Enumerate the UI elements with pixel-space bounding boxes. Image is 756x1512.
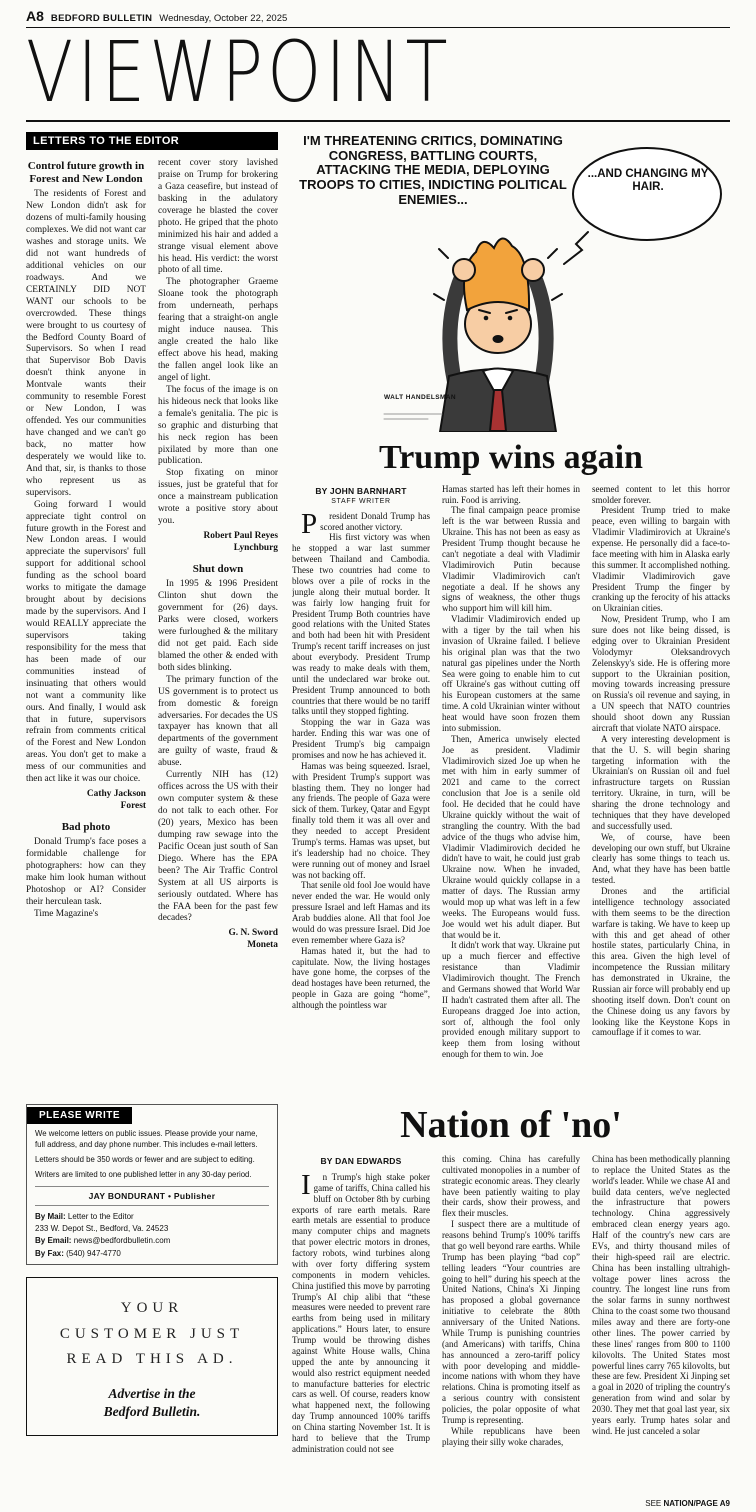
article-paragraph: That senile old fool Joe would have never ended the war. He would only pressure Israel and left Hamas and its Arab buddies alone. All that fool Joe would do was pressure Israel. Did Joe even remember where Gaza is? (292, 880, 430, 945)
letter-paragraph: The residents of Forest and New London didn't ask for dozens of multi-family housing complexes. We did not want car washes and storage units. We did not want hundreds of additional vehicles on our roadways. And we CERTAINLY DID NOT WANT our schools to be overcrowded. These things were brought to us courtesy of the Bedford County Board of Supervisors. So when I read that Supervisor Bob Davis doesn't think anyone in Montvale wants their community to resemble Forest or New London, I was offended. Yes our communities have changed and we can't go back, no matter how desperately we would like to. And that, sir, is thanks to those who represent us as supervisors. (26, 189, 146, 498)
letter-title: Bad photo (61, 820, 111, 833)
please-write-box (26, 1104, 278, 1265)
signature-place: Forest (120, 800, 146, 811)
article2-column-1 (292, 1154, 430, 1508)
ad-cta-line: Bedford Bulletin. (103, 1403, 201, 1419)
letters-columns (26, 158, 278, 1056)
article-paragraph: A very interesting development is that the U. S. will begin sharing targeting information with the Ukrainian's on Russian oil and fuel infrastructure targets on Russian territory. Ukraine, in turn, will be sharing the drone technology and techniques that they have developed and successfully used. (592, 733, 730, 831)
please-write-paragraph: We welcome letters on public issues. Please provide your name, full address, and day phone number. This includes e-mail letters. (35, 1129, 258, 1149)
publisher-line: JAY BONDURANT • Publisher (35, 1186, 269, 1206)
paper-name: BEDFORD BULLETIN (50, 13, 153, 24)
letter-paragraph: The photographer Graeme Sloane took the photograph from underneath, perhaps fearing that a straight-on angle might induce nausea. This angle created the halo like effect above his head, making the fallen angel look like an angel of light. (158, 277, 278, 383)
editorial-column (292, 132, 730, 1094)
letters-column-2 (158, 158, 278, 1056)
contact-value: Letter to the Editor (67, 1211, 134, 1221)
letters-section (26, 132, 278, 1094)
ad-cta (35, 1385, 269, 1421)
letter-paragraph: recent cover story lavished praise on Trump for brokering a Gaza ceasefire, but instead of basking in the adulatory coverage he blasted the cover photo. He griped that the photo minimized his hair and added a strange visual element above his head. His verdict: the worst photo of all time. (158, 158, 278, 276)
article-paragraph: The final campaign peace promise left is the war between Russia and Ukraine. This has not been as easy as President Trump thought because he can't negotiate a deal with Vladimir Vladimirovich Putin because Vladimir Vladimirovich can't negotiate a deal. If he shows any signs of weakness, the other thugs who support him will kill him. (442, 505, 580, 614)
article2-columns (292, 1154, 730, 1508)
letter-title: Control future growth in Forest and New London (27, 160, 145, 185)
contact-mail (35, 1211, 269, 1223)
article-paragraph: seemed content to let this horror smolder forever. (592, 483, 730, 505)
article-paragraph: President Trump tried to make peace, even willing to bargain with Vladimir Vladimirovich at Ukraine's expense. He personally did a face-to-face meeting with him in Alaska early this summer. It accomplished nothing. Vladimir Vladimirovich gave President Trump the finger by cranking up the ferocity of his attacks on Ukrainian cities. (592, 505, 730, 614)
main-content-row (26, 132, 730, 1094)
ad-line: READ THIS AD. (66, 1351, 238, 1368)
letter-signature (158, 531, 278, 555)
contact-label: By Mail: (35, 1211, 66, 1221)
contact-fax (35, 1248, 269, 1260)
letter-title: Shut down (192, 562, 244, 575)
letter-paragraph: Time Magazine's (34, 908, 99, 919)
article2-section (292, 1104, 730, 1508)
please-write-body (27, 1124, 277, 1181)
ad-cta-line: Advertise in the (108, 1385, 196, 1401)
letter-paragraph: Donald Trump's face poses a formidable challenge for photographers: how can they make him look human without Photoshop or AI? Consider their herculean task. (26, 837, 146, 907)
article2-column-2 (442, 1154, 580, 1508)
contact-block (27, 1211, 277, 1261)
article-paragraph: Then, America unwisely elected Joe as president. Vladimir Vladimirovich sized Joe up when he met with him in early summer of 2021 and came to the correct conclusion that Joe is a senile old fool. He decided that he could have Ukraine quickly without the wait of strangling the country. With the bad advice of the thugs who advise him, Vladimir Vladimirovich decided he didn't have to wait, he could just grab Ukraine now. When he invaded, Ukraine would quickly collapse in a matter of days. The Russian army would mop up what was left in a few weeks. The Europeans would fuss. Joe would wet his adult diaper. But that would be it. (442, 733, 580, 940)
article-paragraph: China has been methodically planning to replace the United States as the world's leader. While we chase AI and build data centers, we've neglected the infrastructure that powers technology. China aggressively embraced clean energy years ago. Half of the country's new cars are EVs, and thirty thousand miles of their high-speed rail are electric. China has been installing ultrahigh-voltage power lines across the country. The longest line runs from the solar farms in sunny northwest China to the coast some two thousand miles away and there are forty-one other lines. The power carried by these lines' ranges from 800 to 1100 kilovolts. The United States most powerful lines carry 765 kilovolts, but these are few. President Xi Jinping set a goal in 2020 of tripling the country's generation from wind and solar by 2030. They met that goal last year, six years early. Trump hates solar and wind. He just canceled a solar (592, 1153, 730, 1436)
contact-value: (540) 947-4770 (66, 1248, 121, 1258)
letters-column-1 (26, 158, 146, 1056)
article1-column-1 (292, 484, 430, 1094)
article-paragraph: Vladimir Vladimirovich ended up with a tiger by the tail when his invasion of Ukraine failed. I believe his original plan was that the two natural gas pipelines under the North Sea were going to enable him to cut off Ukraine's gas without cutting off his European customers at the same time. A cold Ukrainian winter without heat would have soon frozen them into submission. (442, 614, 580, 733)
cartoon-bubble-text: ...AND CHANGING MY HAIR. (587, 168, 709, 194)
bottom-left-column (26, 1104, 278, 1508)
signature-place: Lynchburg (233, 542, 278, 553)
letter-paragraph: Going forward I would appreciate tight control on future growth in the Forest and New London areas. I would appreciate the supervisors' full support for additional school funding as the school board works to mitigate the damage brought about by decisions made by the supervisors. And I would REALLY appreciate the supervisors taking responsibility for the mess that has been made of our communities instead of insinuating that others would not want a community like ours. And finally, I would ask that in future, supervisors refrain from comments critical of the Forest and New London areas. You don't get to make a mess of our communities and then act like it was our choice. (26, 499, 146, 785)
article-paragraph: Hamas hated it, but the had to capitulate. Now, the living hostages have gone home, the corpses of the dead hostages have been returned, the people in Gaza are going “home”, although the pointless war (292, 945, 430, 1011)
issue-date: Wednesday, October 22, 2025 (159, 13, 288, 24)
please-write-title: PLEASE WRITE (27, 1107, 132, 1124)
article-paragraph: President Donald Trump has scored another victory. (301, 507, 430, 540)
page-number: A8 (26, 8, 44, 24)
article-paragraph: I suspect there are a multitude of reasons behind Trump's 100% tariffs that go well beyond rare earths. While Trump has been playing “bad cop” telling leaders “Your countries are going to hell” during his speech at the United Nations, China's Xi Jinping has proposed a global governance initiative to celebrate the 80th anniversary of the United Nations. While Trump is punishing countries (and Americans) with tariffs, China has announced a zero-tariff policy with poor developing and middle-income nations with whom they have relations. China is promoting itself as a serious country with consistent policies, the polar opposite of what Trump is representing. (442, 1219, 580, 1425)
article-paragraph: Now, President Trump, who I am sure does not like being dissed, is edging over to Ukrainian President Volodymyr Oleksandrovych Zelenskyy's side. He is offering more support to the Ukrainian position, moving towards increasing pressure on Russia's oil revenue and saying, in a UN speech that NATO countries should shoot down any Russian aircraft that violate NATO airspace. (592, 614, 730, 733)
article-paragraph: Stopping the war in Gaza was harder. Ending this war was one of President Trump's big campaign promises and now he has achieved it. (292, 717, 430, 760)
byline-role: STAFF WRITER (331, 497, 391, 505)
please-write-paragraph: Writers are limited to one published letter in any 30-day period. (35, 1169, 252, 1179)
byline: BY JOHN BARNHART (315, 485, 407, 496)
contact-value: news@bedfordbulletin.com (73, 1236, 171, 1246)
cartoonist-signature: WALT HANDELSMAN (384, 394, 456, 401)
letter-paragraph: In 1995 & 1996 President Clinton shut down the government for (26) days. Parks were closed, workers were furloughed & the military did not get paid. Each side blamed the other & ended with both sides blinking. (158, 579, 278, 673)
letter-paragraph: The primary function of the US government is to protect us from domestic & foreign adversaries. For decades the US taxpayer has known that all departments of the government are guilty of waste, fraud & abuse. (158, 674, 278, 769)
article-paragraph: Hamas was being squeezed. Israel, with President Trump's support was blasting them. They no longer had any friends. The people of Gaza were sick of them. Turkey, Qatar and Egypt finally told them it was all over and they needed to accept President Trump's terms. Hamas was upset, but it's leadership had no choice. They were running out of money and Israel was not backing off. (292, 760, 430, 880)
letter-paragraph: Currently NIH has (12) offices across the US with their own computer system & these do not talk to each other. For (20) years, Mexico has been dumping raw sewage into the Pacific Ocean just south of San Diego. Where has the EPA been? The Air Traffic Control System at all US airports is seriously outdated. Where has the FAA been for the past few decades? (158, 770, 278, 924)
article1-column-2 (442, 484, 580, 1094)
continuation-notice (639, 1497, 730, 1508)
speech-bubble-tail (564, 232, 588, 264)
letters-banner: LETTERS TO THE EDITOR (26, 132, 278, 150)
article-paragraph: Drones and the artificial intelligence technology associated with them seems to be the direction warfare is taking. We have to keep up with this and get ahead of other hostile states, particularly China, in this area. Given the high level of incompetence the Russian military has demonstrated in Ukraine, the Russian air force will probably end up shooting itself down. Don't count on the Chinese doing us any favors by looking like the Keystone Kops in camouflage if it comes to war. (592, 886, 730, 1038)
continuation-prefix: SEE (645, 1499, 664, 1508)
ad-line: YOUR (120, 1300, 184, 1317)
trump-figure (434, 238, 562, 432)
signature-name: G. N. Sword (228, 928, 278, 939)
bottom-content-row (26, 1104, 730, 1508)
article2-byline-block (292, 1156, 430, 1166)
house-ad (26, 1277, 278, 1436)
ad-line: CUSTOMER JUST (59, 1325, 245, 1342)
article-paragraph: In Trump's high stake poker game of tariffs, China called his bluff on October 8th by curbing exports of rare earth metals. Rare earth metals are essential to produce many computer chips and magnets that power electric motors in drones, factory robots, wind turbines along with over forty differing system components in modern vehicles. China justified this move by parroting Trump's AI chip alibi that “these measures were needed to prevent rare earths from being used in military applications.” Hours later, to ensure Trump would be throwing dishes against White House walls, China upped the ante by announcing it would also restrict equipment needed to manufacture batteries for electric cars as well. Of course, readers know what happened next, the following day Trump announced 100% tariffs on China starting November 1st. It is hard to believe that the Trump administration could not see (292, 1168, 430, 1454)
article-paragraph: It didn't work that way. Ukraine put up a much fiercer and effective resistance than Vladimir Vladimirovich thought. The French and Germans showed that World War II hadn't castrated them after all. The Europeans dragged Joe into action, sort of, although the fool only provided enough military support to keep them from losing without enough for them to win. Joe (442, 940, 580, 1060)
contact-address: 233 W. Depot St., Bedford, Va. 24523 (35, 1224, 169, 1234)
letter-paragraph: The focus of the image is on his hideous neck that looks like a female's genitalia. The pic is so graphic and disturbing that his neck region has been pixilated by more than one publication. (158, 384, 278, 467)
article-paragraph: While republicans have been playing their silly woke charades, (442, 1425, 580, 1447)
contact-label: By Email: (35, 1236, 72, 1246)
article-paragraph: this coming. China has carefully cultivated monopolies in a number of strategic economic areas. They clearly have been patiently waiting to play their cards, show their prowess, and flex their muscles. (442, 1153, 580, 1219)
article-paragraph: Hamas started has left their homes in ruin. Food is arriving. (442, 483, 580, 505)
letter-paragraph: Stop fixating on minor issues, just be grateful that for once a mainstream publication wrote a positive story about you. (158, 468, 278, 527)
byline: BY DAN EDWARDS (320, 1155, 402, 1166)
signature-name: Robert Paul Reyes (203, 531, 278, 542)
article1-columns (292, 484, 730, 1094)
signature-place: Moneta (247, 940, 278, 951)
article2-column-3 (592, 1154, 730, 1508)
article1-column-3 (592, 484, 730, 1094)
continuation-target: NATION/PAGE A9 (663, 1499, 730, 1508)
please-write-paragraph: Letters should be 350 words or fewer and are subject to editing. (35, 1154, 255, 1164)
letter-signature (26, 789, 146, 813)
contact-label: By Fax: (35, 1248, 64, 1258)
signature-name: Cathy Jackson (86, 789, 146, 800)
contact-email (35, 1235, 269, 1247)
editorial-cartoon (292, 132, 730, 432)
article1-headline: Trump wins again (379, 439, 643, 476)
letter-signature (158, 928, 278, 952)
cartoon-caption-text: I'M THREATENING CRITICS, DOMINATING CONGRESS, BATTLING COURTS, ATTACKING THE MEDIA, DEPLOYING TROOPS TO CITIES, INDICTING POLITICAL ENEMIES... (299, 133, 567, 207)
article-paragraph: His first victory was when he stopped a war last summer between Thailand and Cambodia. These two countries had come to blows over a pile of rocks in the jungle along their mutual border. It was fairly low hanging fruit for President Trump Both countries have good relations with the United States and both had been hit with President Trump's recent tariff increases on just about everybody. President Trump was ready to make deals with them, until the undeclared war broke out. President Trump announced to both countries that there would be no tariff talks until they stopped fighting. (292, 532, 430, 717)
article2-headline: Nation of 'no' (400, 1104, 622, 1146)
article-paragraph: We, of course, have been developing our own stuff, but Ukraine clearly has some things to teach us. And, what they have has been battle tested. (592, 831, 730, 886)
section-masthead: VIEWPOINT (26, 23, 452, 121)
article1-byline-block (292, 486, 430, 505)
